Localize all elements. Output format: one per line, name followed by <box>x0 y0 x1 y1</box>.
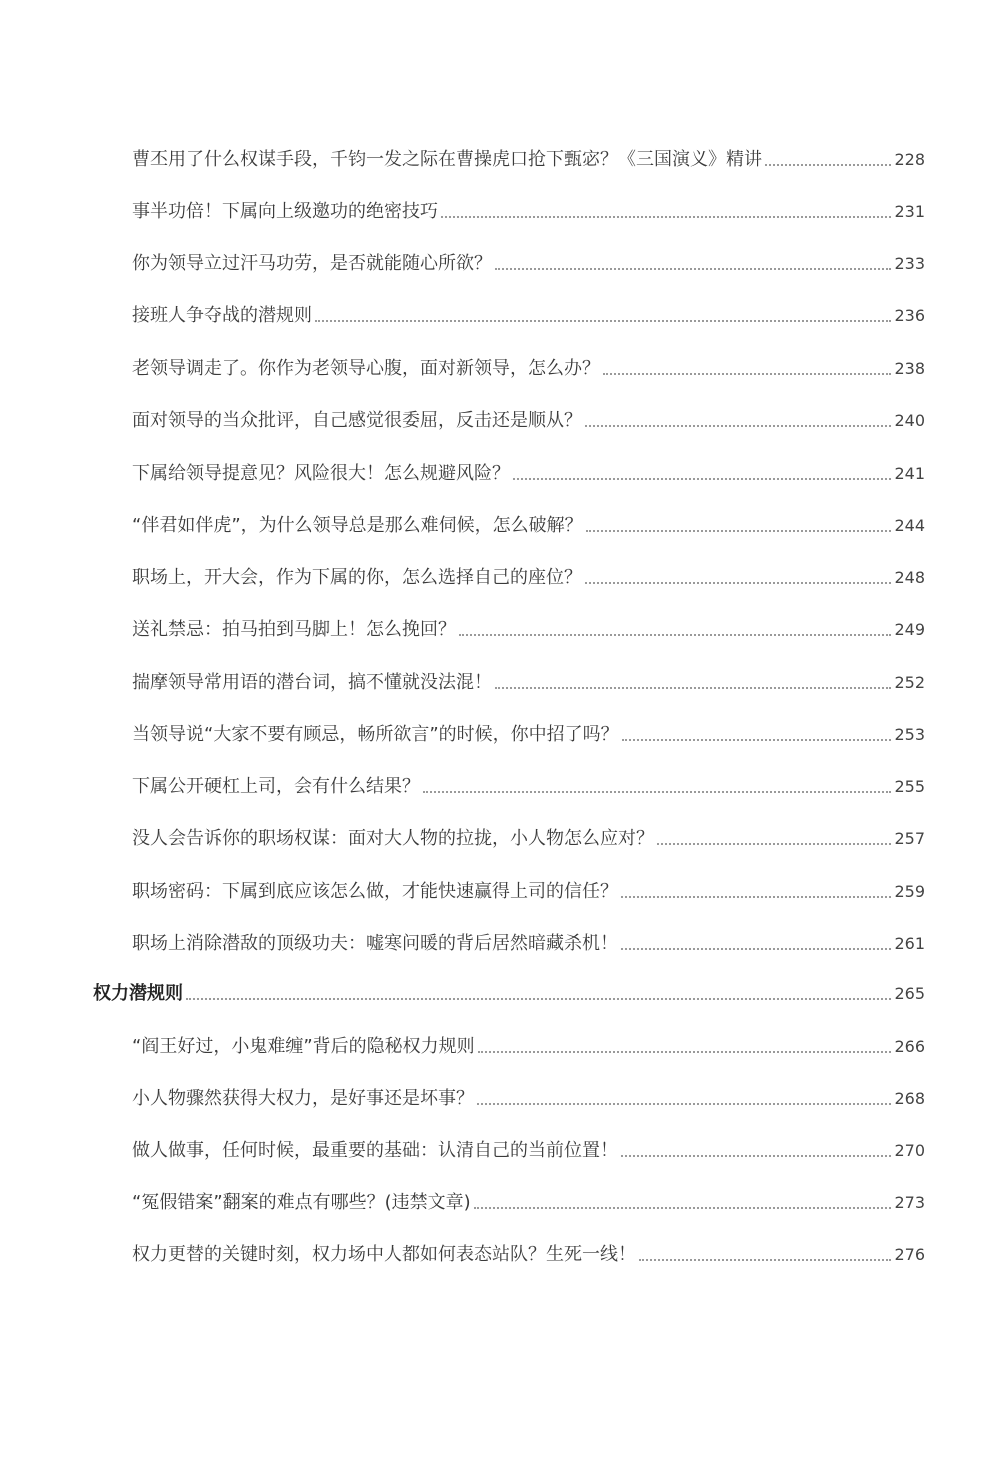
toc-entry-title: 权力更替的关键时刻，权力场中人都如何表态站队？生死一线！ <box>132 1244 636 1265</box>
toc-entry[interactable] <box>132 926 925 956</box>
dot-leader <box>603 373 891 375</box>
toc-entry-page: 270 <box>894 1141 925 1160</box>
dot-leader <box>585 582 891 584</box>
dot-leader <box>495 687 891 689</box>
toc-section-page: 265 <box>894 984 925 1003</box>
toc-entry-title: 下属公开硬杠上司，会有什么结果？ <box>132 776 420 797</box>
dot-leader <box>186 998 891 1000</box>
toc-entry-title: 没人会告诉你的职场权谋：面对大人物的拉拢，小人物怎么应对？ <box>132 828 654 849</box>
toc-entry-page: 238 <box>894 359 925 378</box>
toc-entry[interactable] <box>132 1185 925 1215</box>
toc-entry-page: 253 <box>894 725 925 744</box>
dot-leader <box>765 164 891 166</box>
toc-entry[interactable] <box>132 246 925 276</box>
toc-entry-title: 下属给领导提意见？风险很大！怎么规避风险？ <box>132 463 510 484</box>
dot-leader <box>478 1051 892 1053</box>
toc-entry-page: 240 <box>894 411 925 430</box>
toc-entry[interactable] <box>132 298 925 328</box>
toc-entry-page: 241 <box>894 464 925 483</box>
toc-entry-page: 255 <box>894 777 925 796</box>
toc-entry[interactable] <box>132 456 925 486</box>
toc-entry[interactable] <box>132 1133 925 1163</box>
toc-entry-page: 248 <box>894 568 925 587</box>
toc-entry[interactable] <box>132 769 925 799</box>
dot-leader <box>621 896 891 898</box>
dot-leader <box>585 425 891 427</box>
toc-entry-page: 259 <box>894 882 925 901</box>
toc-entry[interactable] <box>132 560 925 590</box>
toc-entry-page: 252 <box>894 673 925 692</box>
dot-leader <box>622 739 892 741</box>
toc-entry-page: 266 <box>894 1037 925 1056</box>
dot-leader <box>477 1103 891 1105</box>
toc-entry-title: 送礼禁忌：拍马拍到马脚上！怎么挽回？ <box>132 619 456 640</box>
dot-leader <box>621 948 891 950</box>
toc-entry-page: 249 <box>894 620 925 639</box>
toc-entry[interactable] <box>132 142 925 172</box>
toc-entry-title: 事半功倍！下属向上级邀功的绝密技巧 <box>132 201 438 222</box>
toc-entry-page: 261 <box>894 934 925 953</box>
toc-entry-page: 276 <box>894 1245 925 1264</box>
dot-leader <box>639 1259 891 1261</box>
toc-section-heading[interactable] <box>93 976 925 1006</box>
toc-entry-page: 244 <box>894 516 925 535</box>
toc-entry-title: “伴君如伴虎”，为什么领导总是那么难伺候，怎么破解？ <box>132 515 583 536</box>
toc-entry-page: 257 <box>894 829 925 848</box>
dot-leader <box>513 478 891 480</box>
dot-leader <box>423 791 891 793</box>
toc-entry[interactable] <box>132 194 925 224</box>
toc-entry[interactable] <box>132 717 925 747</box>
toc-entry-page: 236 <box>894 306 925 325</box>
toc-entry-page: 273 <box>894 1193 925 1212</box>
dot-leader <box>474 1207 892 1209</box>
toc-entry[interactable] <box>132 1081 925 1111</box>
toc-entry-title: 曹丕用了什么权谋手段，千钧一发之际在曹操虎口抢下甄宓？《三国演义》精讲 <box>132 149 762 170</box>
toc-entry-title: 当领导说“大家不要有顾忌，畅所欲言”的时候，你中招了吗？ <box>132 724 619 745</box>
toc-entry-title: 揣摩领导常用语的潜台词，搞不懂就没法混！ <box>132 672 492 693</box>
toc-entry-title: 职场密码：下属到底应该怎么做，才能快速赢得上司的信任？ <box>132 881 618 902</box>
toc-entry-title: “阎王好过，小鬼难缠”背后的隐秘权力规则 <box>132 1036 475 1057</box>
toc-entry[interactable] <box>132 874 925 904</box>
toc-entry-title: 小人物骤然获得大权力，是好事还是坏事？ <box>132 1088 474 1109</box>
toc-section-title: 权力潜规则 <box>93 983 183 1004</box>
dot-leader <box>459 634 891 636</box>
dot-leader <box>315 320 891 322</box>
toc-entry[interactable] <box>132 821 925 851</box>
toc-entry-title: 接班人争夺战的潜规则 <box>132 305 312 326</box>
dot-leader <box>621 1155 891 1157</box>
toc-entry-page: 233 <box>894 254 925 273</box>
toc-entry-title: 面对领导的当众批评，自己感觉很委屈，反击还是顺从？ <box>132 410 582 431</box>
toc-entry[interactable] <box>132 612 925 642</box>
dot-leader <box>586 530 892 532</box>
toc-entry[interactable] <box>132 1237 925 1267</box>
toc-entry-title: 老领导调走了。你作为老领导心腹，面对新领导，怎么办？ <box>132 358 600 379</box>
toc-entry-page: 268 <box>894 1089 925 1108</box>
toc-entry[interactable] <box>132 1029 925 1059</box>
toc-entry[interactable] <box>132 403 925 433</box>
toc-entry-title: 职场上消除潜敌的顶级功夫：嘘寒问暖的背后居然暗藏杀机！ <box>132 933 618 954</box>
toc-entry[interactable] <box>132 508 925 538</box>
toc-entry-title: 做人做事，任何时候，最重要的基础：认清自己的当前位置！ <box>132 1140 618 1161</box>
dot-leader <box>657 843 891 845</box>
toc-entry[interactable] <box>132 665 925 695</box>
toc-entry[interactable] <box>132 351 925 381</box>
toc-entry-page: 228 <box>894 150 925 169</box>
toc-entry-title: “冤假错案”翻案的难点有哪些？(违禁文章) <box>132 1192 471 1213</box>
toc-entry-title: 职场上，开大会，作为下属的你，怎么选择自己的座位？ <box>132 567 582 588</box>
dot-leader <box>441 216 891 218</box>
toc-entry-title: 你为领导立过汗马功劳，是否就能随心所欲？ <box>132 253 492 274</box>
toc-entry-page: 231 <box>894 202 925 221</box>
dot-leader <box>495 268 891 270</box>
